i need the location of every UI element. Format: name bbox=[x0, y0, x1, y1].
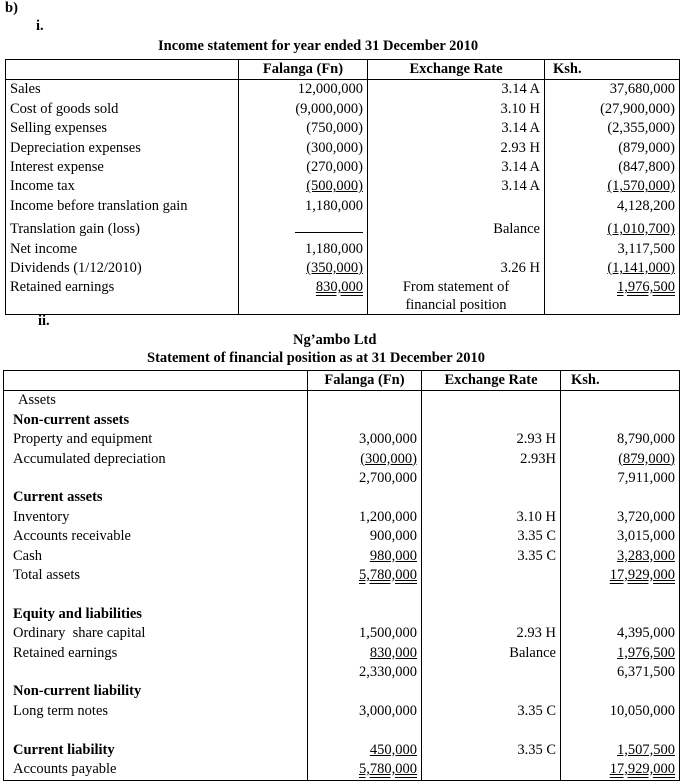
ksh-amount: 7,911,000 bbox=[561, 469, 680, 488]
exchange-rate: 3.35 C bbox=[422, 741, 561, 760]
row-label: Sales bbox=[6, 80, 239, 100]
table-row bbox=[4, 566, 680, 585]
fn-amount: 5,780,000 bbox=[359, 567, 417, 584]
row-label: Long term notes bbox=[4, 702, 308, 721]
row-label: Cash bbox=[4, 547, 308, 566]
fn-amount: (750,000) bbox=[239, 119, 368, 138]
exchange-rate: 3.10 H bbox=[368, 100, 545, 119]
table-row bbox=[6, 216, 680, 239]
header-cell: Falanga (Fn) bbox=[239, 60, 368, 80]
income-statement-table bbox=[5, 59, 680, 315]
fn-amount: 12,000,000 bbox=[239, 80, 368, 100]
fn-amount: 1,180,000 bbox=[239, 197, 368, 216]
fn-amount: 3,000,000 bbox=[308, 430, 422, 449]
row-label bbox=[4, 469, 308, 488]
row-label: Selling expenses bbox=[6, 119, 239, 138]
table-row bbox=[4, 682, 680, 701]
table-row bbox=[6, 139, 680, 158]
fn-amount: 830,000 bbox=[369, 644, 417, 661]
row-label: Interest expense bbox=[6, 158, 239, 177]
exchange-rate: 3.10 H bbox=[422, 508, 561, 527]
exchange-rate: 3.14 A bbox=[368, 119, 545, 138]
financial-position-title: Statement of financial position as at 31 December 2010 bbox=[147, 350, 486, 366]
table-row bbox=[4, 508, 680, 527]
exchange-rate: 2.93H bbox=[422, 450, 561, 469]
exchange-rate: 2.93 H bbox=[422, 430, 561, 449]
table-row bbox=[6, 80, 680, 100]
ksh-amount: (847,800) bbox=[545, 158, 680, 177]
header-cell: Ksh. bbox=[561, 371, 680, 391]
table-row bbox=[4, 644, 680, 663]
fn-amount: 5,780,000 bbox=[359, 761, 417, 778]
exchange-rate: 2.93 H bbox=[422, 624, 561, 643]
table-row bbox=[4, 488, 680, 507]
ksh-amount: 10,050,000 bbox=[561, 702, 680, 721]
row-label: Accumulated depreciation bbox=[4, 450, 308, 469]
table-row bbox=[4, 605, 680, 624]
table-row bbox=[6, 100, 680, 119]
row-label: Cost of goods sold bbox=[6, 100, 239, 119]
ksh-amount: 3,283,000 bbox=[617, 547, 675, 564]
table-row bbox=[4, 702, 680, 721]
row-label: Income tax bbox=[6, 177, 239, 196]
table-row bbox=[4, 450, 680, 469]
table-row bbox=[6, 259, 680, 278]
ksh-amount: (2,355,000) bbox=[545, 119, 680, 138]
ksh-amount: (1,570,000) bbox=[607, 178, 675, 195]
header-cell: Falanga (Fn) bbox=[308, 371, 422, 391]
fn-amount: 900,000 bbox=[308, 527, 422, 546]
fn-amount: (500,000) bbox=[306, 178, 363, 195]
table-row bbox=[4, 391, 680, 411]
table-row bbox=[4, 585, 680, 604]
exchange-rate: From statement of financial position bbox=[368, 278, 545, 315]
row-label: Dividends (1/12/2010) bbox=[6, 259, 239, 278]
section-heading: Current liability bbox=[4, 741, 308, 760]
table-row bbox=[4, 547, 680, 566]
fn-amount: 980,000 bbox=[369, 547, 417, 564]
fn-amount: 450,000 bbox=[369, 741, 417, 758]
table-row bbox=[6, 278, 680, 315]
table-row bbox=[6, 177, 680, 196]
table-row bbox=[6, 119, 680, 138]
table-row bbox=[4, 469, 680, 488]
row-label: Retained earnings bbox=[4, 644, 308, 663]
ksh-amount: 8,790,000 bbox=[561, 430, 680, 449]
exchange-rate: 3.35 C bbox=[422, 527, 561, 546]
table-row bbox=[4, 430, 680, 449]
fn-amount: (300,000) bbox=[239, 139, 368, 158]
section-heading: Current assets bbox=[4, 488, 308, 507]
row-label: Income before translation gain bbox=[6, 197, 239, 216]
exchange-rate: 3.26 H bbox=[368, 259, 545, 278]
header-cell bbox=[6, 60, 239, 80]
table-row bbox=[4, 663, 680, 682]
table-header-row bbox=[4, 371, 680, 391]
ksh-amount: 3,117,500 bbox=[545, 240, 680, 259]
ksh-amount: 17,929,000 bbox=[609, 761, 675, 778]
table-row bbox=[4, 741, 680, 760]
income-statement-title: Income statement for year ended 31 December 2010 bbox=[158, 38, 479, 54]
ksh-amount: 3,015,000 bbox=[561, 527, 680, 546]
row-label: Net income bbox=[6, 240, 239, 259]
row-label: Total assets bbox=[4, 566, 308, 585]
table-header-row bbox=[6, 60, 680, 80]
fn-amount: (270,000) bbox=[239, 158, 368, 177]
ksh-amount: 37,680,000 bbox=[545, 80, 680, 100]
exchange-rate bbox=[422, 469, 561, 488]
fn-blank-underline bbox=[295, 216, 363, 233]
exchange-rate bbox=[422, 760, 561, 780]
fn-amount: 2,700,000 bbox=[308, 469, 422, 488]
ksh-amount: (879,000) bbox=[545, 139, 680, 158]
row-label: Property and equipment bbox=[4, 430, 308, 449]
financial-position-table bbox=[3, 370, 680, 781]
exchange-rate: 3.35 C bbox=[422, 547, 561, 566]
blank-row bbox=[4, 721, 308, 740]
exchange-rate: 3.35 C bbox=[422, 702, 561, 721]
table-row bbox=[4, 721, 680, 740]
header-cell: Exchange Rate bbox=[422, 371, 561, 391]
ksh-amount: 3,720,000 bbox=[561, 508, 680, 527]
section-heading: Non-current liability bbox=[4, 682, 308, 701]
ksh-amount: 6,371,500 bbox=[561, 663, 680, 682]
ksh-amount: 4,395,000 bbox=[561, 624, 680, 643]
table-row bbox=[4, 760, 680, 780]
section-label: b) bbox=[5, 0, 18, 16]
part-i-label: i. bbox=[36, 18, 44, 34]
row-label: Depreciation expenses bbox=[6, 139, 239, 158]
header-cell: Exchange Rate bbox=[368, 60, 545, 80]
row-label: Accounts payable bbox=[4, 760, 308, 780]
fn-amount: 1,180,000 bbox=[239, 240, 368, 259]
table-row bbox=[4, 411, 680, 430]
section-heading: Non-current assets bbox=[4, 411, 308, 430]
part-ii-label: ii. bbox=[38, 313, 50, 329]
ksh-amount: 1,507,500 bbox=[617, 741, 675, 758]
row-label: Translation gain (loss) bbox=[6, 216, 239, 239]
row-label bbox=[4, 663, 308, 682]
exchange-rate bbox=[422, 663, 561, 682]
exchange-rate: 3.14 A bbox=[368, 177, 545, 196]
exchange-rate: 2.93 H bbox=[368, 139, 545, 158]
blank-row bbox=[4, 585, 308, 604]
fn-amount: 1,500,000 bbox=[308, 624, 422, 643]
ksh-amount: 4,128,200 bbox=[545, 197, 680, 216]
fn-amount: 1,200,000 bbox=[308, 508, 422, 527]
fn-amount: 2,330,000 bbox=[308, 663, 422, 682]
exchange-rate: 3.14 A bbox=[368, 158, 545, 177]
row-label: Ordinary share capital bbox=[4, 624, 308, 643]
ksh-amount: (879,000) bbox=[618, 450, 675, 467]
table-row bbox=[4, 527, 680, 546]
table-row bbox=[6, 158, 680, 177]
fn-amount: (350,000) bbox=[306, 260, 363, 277]
section-heading: Equity and liabilities bbox=[4, 605, 308, 624]
exchange-rate: 3.14 A bbox=[368, 80, 545, 100]
table-row bbox=[4, 624, 680, 643]
exchange-rate bbox=[368, 197, 545, 216]
table-row bbox=[6, 197, 680, 216]
header-cell: Ksh. bbox=[545, 60, 680, 80]
row-label: Accounts receivable bbox=[4, 527, 308, 546]
fn-amount: (300,000) bbox=[360, 450, 417, 467]
fn-amount: 3,000,000 bbox=[308, 702, 422, 721]
exchange-rate bbox=[422, 566, 561, 585]
ksh-amount: 1,976,500 bbox=[617, 279, 675, 296]
exchange-rate: Balance bbox=[422, 644, 561, 663]
ksh-amount: 1,976,500 bbox=[617, 644, 675, 661]
company-name: Ng’ambo Ltd bbox=[293, 332, 377, 348]
fn-amount: 830,000 bbox=[315, 279, 363, 296]
section-heading: Assets bbox=[4, 391, 308, 411]
header-cell bbox=[4, 371, 308, 391]
ksh-amount: (1,010,700) bbox=[607, 221, 675, 238]
fn-amount: (9,000,000) bbox=[239, 100, 368, 119]
row-label: Inventory bbox=[4, 508, 308, 527]
exchange-rate bbox=[368, 240, 545, 259]
ksh-amount: (1,141,000) bbox=[607, 260, 675, 277]
ksh-amount: (27,900,000) bbox=[545, 100, 680, 119]
exchange-rate: Balance bbox=[368, 216, 545, 239]
ksh-amount: 17,929,000 bbox=[609, 567, 675, 584]
table-row bbox=[6, 240, 680, 259]
row-label: Retained earnings bbox=[6, 278, 239, 315]
